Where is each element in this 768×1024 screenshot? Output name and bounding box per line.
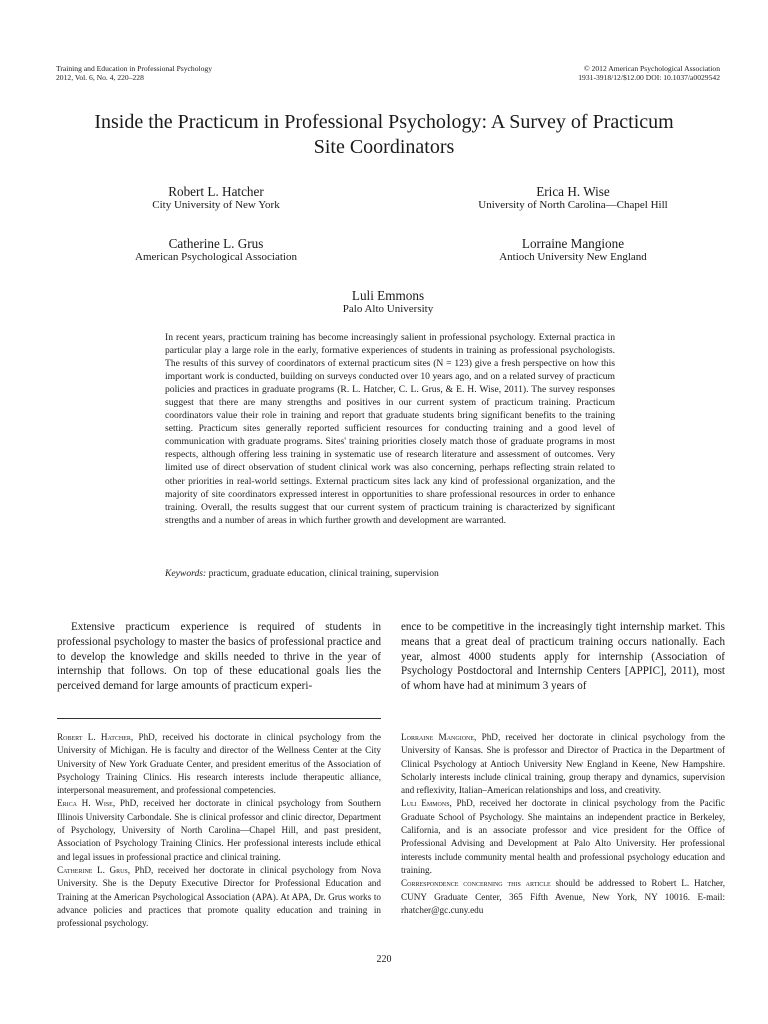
journal-volume: 2012, Vol. 6, No. 4, 220–228 bbox=[56, 73, 144, 82]
body-text-left: Extensive practicum experience is required of students in professional psychology to master the basics of professional practice and to develop the knowledge and skills needed to thrive in the year of internship that follows. On top of these educational goals lies the perceived demand for large amounts of practicum experi- bbox=[57, 621, 381, 693]
author-name: Lorraine Mangione bbox=[521, 236, 625, 251]
author-note-name: Catherine L. Grus bbox=[57, 864, 128, 875]
author-notes-left bbox=[57, 731, 381, 930]
author-note-name: Erica H. Wise bbox=[57, 798, 113, 809]
author-note-text: , PhD, received her doctorate in clinical psychology from the University of Kansas. She is professor and Director of Practica in the Department of Clinical Psychology at Antioch University New England in Keene, New Hampshire. Scholarly interests include clinical training, group therapy and dynamics, supervision and reflexivity, Italian–American relationships and loss, and creativity. bbox=[401, 732, 725, 796]
body-text-right: ence to be competitive in the increasingly tight internship market. This means that a great deal of practicum training occurs nationally. Each year, almost 4000 students apply for internship (Association of Psychology Postdoctoral and Internship Centers [APPIC], 2011), most of whom have had at minimum 3 years of bbox=[401, 621, 725, 693]
author-name: Robert L. Hatcher bbox=[168, 184, 264, 199]
author-affiliation: Palo Alto University bbox=[342, 303, 434, 315]
author-note-text: , PhD, received her doctorate in clinical psychology from Southern Illinois University Carbondale. She is clinical professor and clinic director, Department of Psychology, University of North Carolina—Chapel Hill, and past president, Association of Psychology Training Clinics. Her professional interests include ethical and legal issues in professional practice and clinical training. bbox=[57, 798, 381, 862]
author-affiliation: Antioch University New England bbox=[499, 251, 647, 263]
journal-info bbox=[56, 64, 212, 82]
author-notes-right bbox=[401, 731, 725, 917]
author-block bbox=[106, 236, 326, 264]
author-note-text: , PhD, received her doctorate in clinical psychology from the Pacific Graduate School of Psychology. She maintains an independent practice in Berkeley, California, and is an associate professor and vice president for the Office of Professional Advising and Development at Palo Alto University. Her professional interests include community mental health and professional psychology education and training. bbox=[401, 798, 725, 875]
author-note bbox=[57, 864, 381, 930]
keywords bbox=[165, 568, 439, 580]
author-block bbox=[116, 184, 316, 212]
author-affiliation: American Psychological Association bbox=[135, 251, 297, 263]
author-block bbox=[451, 236, 695, 264]
correspondence-label: Correspondence concerning this article bbox=[401, 878, 551, 889]
copyright-info bbox=[578, 64, 720, 82]
title-line-2: Site Coordinators bbox=[313, 136, 455, 158]
keywords-label: Keywords: bbox=[165, 568, 207, 579]
footnote-divider bbox=[57, 718, 381, 719]
author-note bbox=[57, 731, 381, 797]
doi-line: 1931-3918/12/$12.00 DOI: 10.1037/a0029542 bbox=[578, 73, 720, 82]
author-name: Luli Emmons bbox=[351, 288, 425, 303]
correspondence-text: should be addressed to Robert L. Hatcher, CUNY Graduate Center, 365 Fifth Avenue, New York, NY 10016. E-mail: rhatcher@gc.cuny.edu bbox=[401, 878, 725, 915]
author-affiliation: City University of New York bbox=[152, 199, 280, 211]
author-note-text: , PhD, received her doctorate in clinical psychology from Nova University. She is the Deputy Executive Director for Professional Education and Training at the American Psychological Association (APA). At APA, Dr. Grus works to advance policies and practices that promote quality education and training in professional psychology. bbox=[57, 864, 381, 929]
title-line-1: Inside the Practicum in Professional Psychology: A Survey of Practicum bbox=[94, 111, 674, 133]
author-note bbox=[57, 797, 381, 863]
author-name: Erica H. Wise bbox=[536, 184, 610, 199]
abstract: In recent years, practicum training has become increasingly salient in professional psychology. External practica in particular play a large role in the early, formative experiences of students in training as professional psychologists. The results of this survey of coordinators of external practicum sites (N = 123) give a fresh perspective on how this important work is conducted, building on surveys conducted over 10 years ago, and on a related survey of practicum policies and practices in graduate programs (R. L. Hatcher, C. L. Grus, & E. H. Wise, 2011). The survey responses suggest that there are many strengths and positives in our current system of practicum training. Practicum coordinators value their role in training and report that graduate students bring significant benefits to the training setting. Practicum sites generally reported sufficient resources for conducting training and a good level of communication with graduate programs. Sites' training priorities closely match those of graduate programs in most respects, although offering less training in systematic use of research literature and assessment of outcomes. Very limited use of direct observation of student clinical work was also concerning, perhaps reflecting strain related to other priorities in real-world settings. External practicum sites lack any kind of professional organization, and the majority of site coordinators expressed interest in opportunities to share professional resources in order to enhance training. Overall, the results suggest that our current system of practicum training is characterized by significant strengths and a number of areas in which further growth and development are warranted. bbox=[165, 332, 615, 526]
correspondence-note bbox=[401, 877, 725, 917]
author-note-name: Robert L. Hatcher bbox=[57, 732, 131, 742]
author-note bbox=[401, 797, 725, 877]
page-number: 220 bbox=[376, 954, 392, 965]
article-title bbox=[20, 110, 748, 160]
author-note-name: Lorraine Mangione bbox=[401, 732, 475, 742]
author-note bbox=[401, 731, 725, 797]
keywords-list: practicum, graduate education, clinical training, supervision bbox=[208, 568, 439, 579]
author-note-text: , PhD, received his doctorate in clinical psychology from the University of Michigan. He is faculty and director of the Wellness Center at the City University of New York Graduate Center, and president emeritus of the Association of Psychology Training Clinics. His research interests include therapeutic alliance, interpersonal measurement, and professional competencies. bbox=[57, 732, 381, 796]
author-name: Catherine L. Grus bbox=[168, 236, 264, 251]
author-block bbox=[431, 184, 715, 212]
journal-name: Training and Education in Professional Psychology bbox=[56, 64, 213, 73]
author-note-name: Luli Emmons bbox=[401, 798, 450, 809]
author-block bbox=[288, 288, 488, 316]
author-affiliation: University of North Carolina—Chapel Hill bbox=[478, 199, 668, 211]
copyright-line: © 2012 American Psychological Association bbox=[583, 64, 720, 73]
